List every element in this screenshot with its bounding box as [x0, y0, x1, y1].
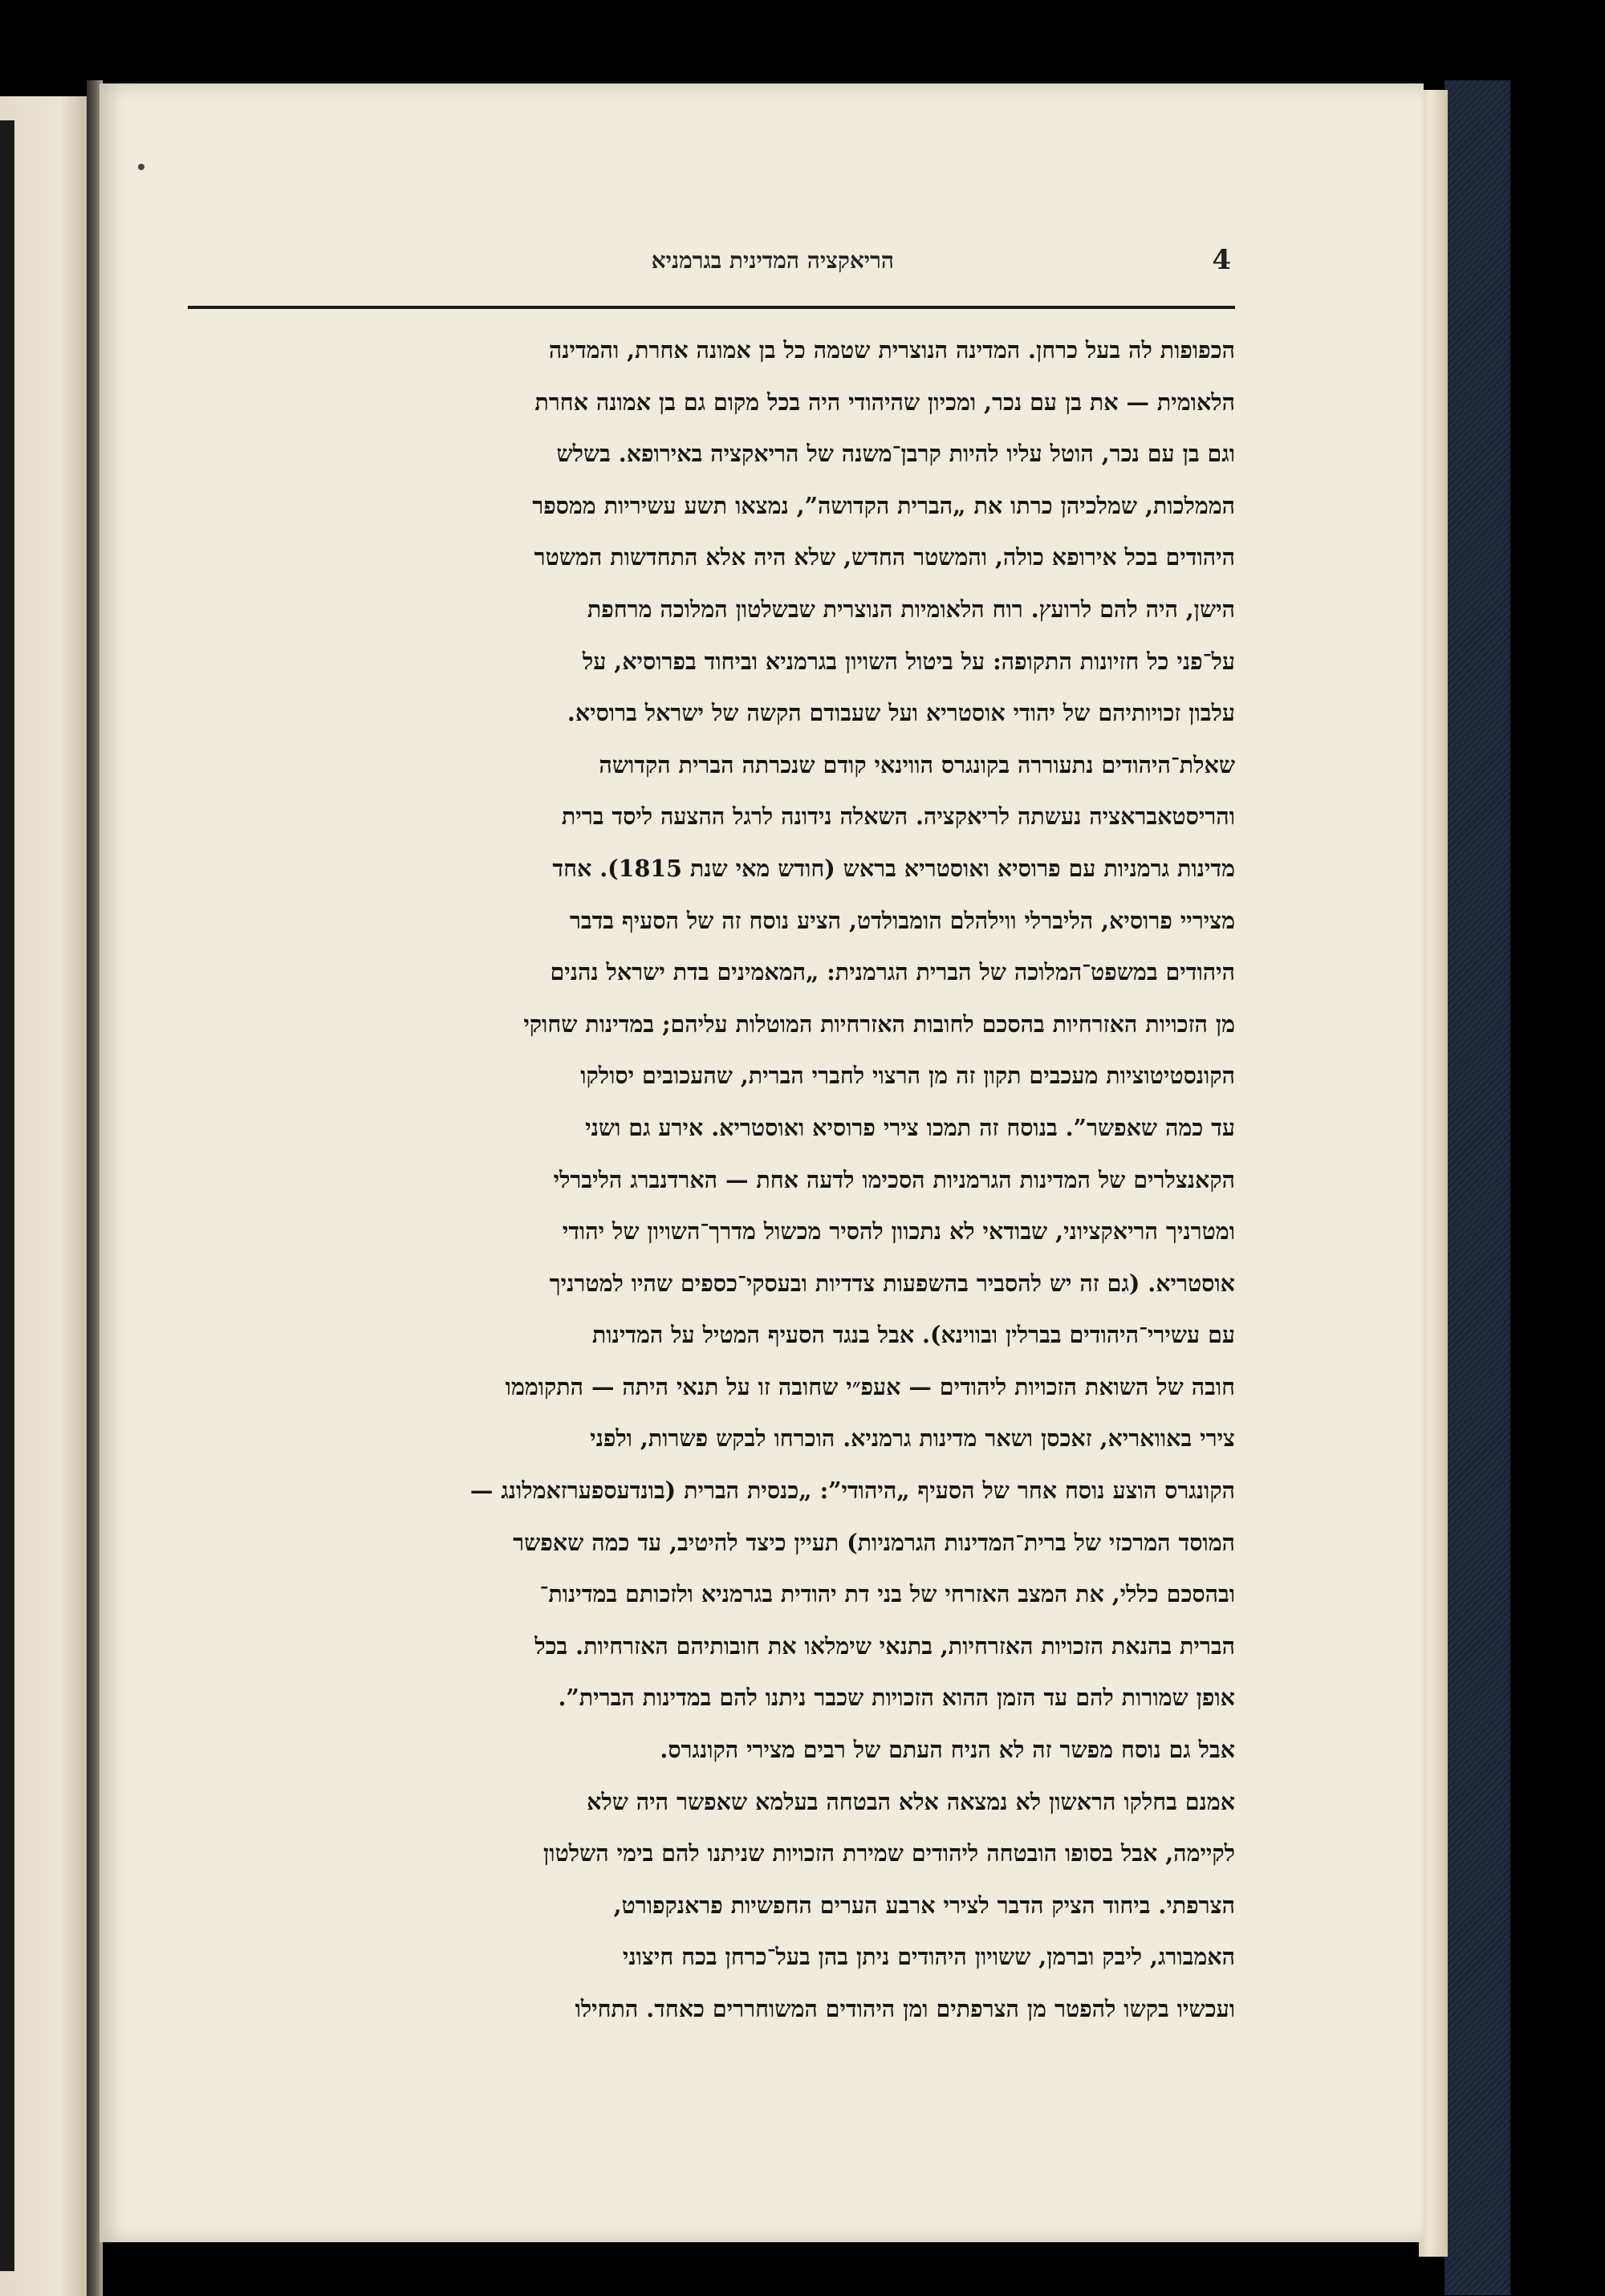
text-line: הכפופות לה בעל כרחן. המדינה הנוצרית שטמה כל בן אמונה אחרת, והמדינה — [548, 336, 1235, 364]
book-page — [100, 83, 1424, 2242]
text-line: אבל גם נוסח מפשר זה לא הניח העתם של רבים מצירי הקונגרס. — [660, 1736, 1235, 1764]
text-line: עד כמה שאפשר”. בנוסח זה תמכו צירי פרוסיא ואוסטריא. אירע גם ושני — [585, 1113, 1235, 1141]
text-line: הממלכות, שמלכיהן כרתו את „הברית הקדושה”, נמצאו תשע עשיריות ממספר — [532, 491, 1235, 519]
text-line: ובהסכם כללי, את המצב האזרחי של בני דת יהודית בגרמניא ולזכותם במדינות־ — [539, 1580, 1235, 1608]
text-line: אופן שמורות להם עד הזמן ההוא הזכויות שכבר ניתנו להם במדינות הברית”. — [558, 1684, 1235, 1712]
text-line: אמנם בחלקו הראשון לא נמצאה אלא הבטחה בעלמא שאפשר היה שלא — [587, 1787, 1235, 1815]
text-line: היהודים במשפט־המלוכה של הברית הגרמנית: „המאמינים בדת ישראל נהנים — [550, 958, 1235, 986]
text-line: הלאומית — את בן עם נכר, ומכיון שהיהודי היה בכל מקום גם בן אמונה אחרת — [534, 388, 1235, 416]
text-line: וגם בן עם נכר, הוטל עליו להיות קרבן־משנה של הריאקציה באירופא. בשלש — [556, 440, 1235, 468]
page-dot-mark — [138, 164, 144, 170]
header-rule — [188, 306, 1235, 309]
text-line: לקיימה, אבל בסופו הובטחה ליהודים שמירת הזכויות שניתנו להם בימי השלטון — [543, 1839, 1235, 1867]
text-line: מדינות גרמניות עם פרוסיא ואוסטריא בראש (חודש מאי שנת 1815). אחד — [552, 854, 1235, 882]
text-line: חובה של השואת הזכויות ליהודים — אעפ״י שחובה זו על תנאי היתה — התקוממו — [505, 1372, 1235, 1400]
text-line: הישן, היה להם לרועץ. רוח הלאומיות הנוצרית שבשלטון המלוכה מרחפת — [587, 595, 1235, 623]
text-line: הצרפתי. ביחוד הציק הדבר לצירי ארבע הערים החפשיות פראנקפורט, — [613, 1891, 1235, 1919]
previous-page-shadow — [0, 120, 14, 2271]
text-line: על־פני כל חזיונות התקופה: על ביטול השויון בגרמניא וביחוד בפרוסיא, על — [582, 647, 1235, 675]
text-line: צירי באוואריא, זאכסן ושאר מדינות גרמניא. הוכרחו לבקש פשרות, ולפני — [590, 1424, 1235, 1453]
body-text — [184, 324, 1235, 2035]
text-line: אוסטריא. (גם זה יש להסביר בהשפעות צדדיות ובעסקי־כספים שהיו למטרניך — [549, 1269, 1235, 1297]
text-line: שאלת־היהודים נתעוררה בקונגרס הווינאי קודם שנכרתה הברית הקדושה — [599, 750, 1235, 778]
text-line: המוסד המרכזי של ברית־המדינות הגרמניות) תעיין כיצד להיטיב, עד כמה שאפשר — [513, 1528, 1235, 1556]
text-line: הקאנצלרים של המדינות הגרמניות הסכימו לדעה אחת — הארדנברג הליברלי — [553, 1165, 1235, 1193]
text-line: והריסטאבראציה נעשתה לריאקציה. השאלה נידונה לרגל ההצעה ליסד ברית — [561, 803, 1235, 831]
text-line: מציריי פרוסיא, הליברלי ווילהלם הומבולדט, הציע נוסח זה של הסעיף בדבר — [569, 906, 1235, 934]
page-number: 4 — [1212, 244, 1231, 276]
text-line: עלבון זכויותיהם של יהודי אוסטריא ועל שעבודם הקשה של ישראל ברוסיא. — [567, 699, 1235, 727]
page-header — [188, 244, 1231, 292]
text-line: מן הזכויות האזרחיות בהסכם לחובות האזרחיות המוטלות עליהם; במדינות שחוקי — [523, 1010, 1235, 1038]
text-line: הקונגרס הוצע נוסח אחר של הסעיף „היהודי”: „כנסית הברית (בונדעספערזאמלונג — — [469, 1477, 1235, 1505]
text-line: היהודים בכל אירופא כולה, והמשטר החדש, שלא היה אלא התחדשות המשטר — [534, 543, 1235, 571]
text-line: הקונסטיטוציות מעכבים תקון זה מן הרצוי לחברי הברית, שהעכובים יסולקו — [580, 1062, 1235, 1090]
text-line: ועכשיו בקשו להפטר מן הצרפתים ומן היהודים המשוחררים כאחד. התחילו — [575, 1995, 1235, 2022]
text-line: הברית בהנאת הזכויות האזרחיות, בתנאי שימלאו את חובותיהם האזרחיות. בכל — [534, 1632, 1235, 1660]
text-line: עם עשירי־היהודים בברלין ובווינא). אבל בנגד הסעיף המטיל על המדינות — [591, 1321, 1235, 1349]
text-line: האמבורג, ליבק וברמן, ששויון היהודים ניתן בהן בעל־כרחן בכח חיצוני — [622, 1943, 1235, 1971]
book-cover-back — [1444, 80, 1510, 2295]
running-title: הריאקציה המדינית בגרמניא — [651, 247, 894, 274]
text-line: ומטרניך הריאקציוני, שבודאי לא נתכוון להסיר מכשול מדרך־השויון של יהודי — [562, 1217, 1235, 1246]
